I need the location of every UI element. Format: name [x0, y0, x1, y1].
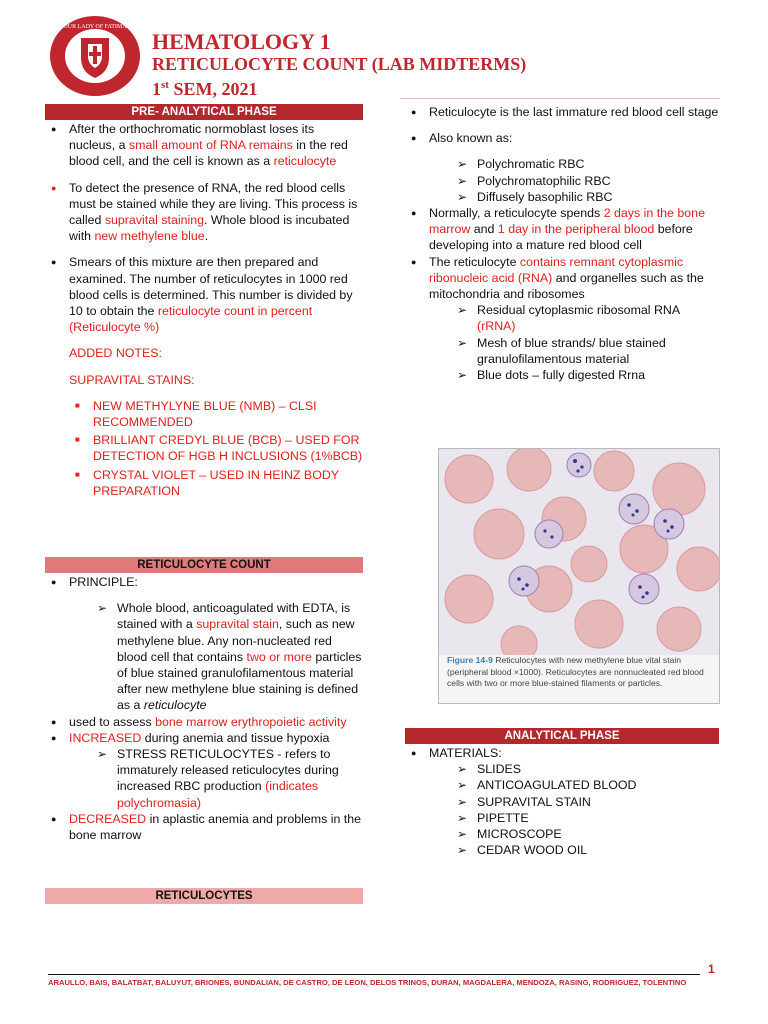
- university-seal-logo: [48, 14, 142, 98]
- list-item: ● used to assess bone marrow erythropoietic activity: [45, 714, 363, 730]
- list-item: ● Smears of this mixture are then prepared and examined. The number of reticulocytes in 1000 red blood cells is determined. This number is divided by 10 to obtain the reticulocyte count in percent (Reticulocyte %): [45, 254, 363, 335]
- list-item: ➢ Residual cytoplasmic ribosomal RNA (rRNA): [453, 302, 719, 334]
- right-column: [405, 104, 719, 383]
- list-item: ➢ Diffusely basophilic RBC: [453, 189, 719, 205]
- list-item: ➢ STRESS RETICULOCYTES - refers to immaturely released reticulocytes during increased RBC production (indicates polychromasia): [93, 746, 363, 811]
- list-item: ● PRINCIPLE:: [45, 574, 363, 590]
- section-header-pre-analytical: PRE- ANALYTICAL PHASE: [45, 104, 363, 120]
- semester-title: 1st SEM, 2021: [152, 79, 258, 99]
- list-item: ■ CRYSTAL VIOLET – USED IN HEINZ BODY PREPARATION: [69, 467, 363, 499]
- micrograph-image: [439, 449, 719, 655]
- course-title: HEMATOLOGY 1: [152, 29, 331, 54]
- list-item: ➢ SUPRAVITAL STAIN: [453, 794, 719, 810]
- list-item: ➢ Whole blood, anticoagulated with EDTA, is stained with a supravital stain, such as new methylene blue. Any non-nucleated red blood cell that contains two or more particles of blue stained granulofilamentous material after new methylene blue staining is defined as a reticulocyte: [93, 600, 363, 713]
- left-column: [45, 121, 363, 499]
- section-header-reticulocytes: RETICULOCYTES: [45, 888, 363, 904]
- author-list: ARAULLO, BAIS, BALATBAT, BALUYUT, BRIONES, BUNDALIAN, DE CASTRO, DE LEON, DELOS TRINOS, DURAN, MAGDALERA, MENDOZA, RASING, RODRIGUEZ, TOLENTINO: [48, 978, 687, 987]
- list-item: ● INCREASED during anemia and tissue hypoxia: [45, 730, 363, 746]
- list-item: ➢ Blue dots – fully digested Rrna: [453, 367, 719, 383]
- list-item: ● The reticulocyte contains remnant cytoplasmic ribonucleic acid (RNA) and organelles such as the mitochondria and ribosomes: [405, 254, 719, 303]
- list-item: ➢ MICROSCOPE: [453, 826, 719, 842]
- reticulocyte-micrograph-figure: [438, 448, 720, 704]
- header-rule: [400, 98, 720, 99]
- supravital-stains-heading: SUPRAVITAL STAINS:: [69, 372, 195, 387]
- page-number: 1: [708, 962, 715, 976]
- left-column-lower: [45, 574, 363, 843]
- footer-rule: [48, 974, 700, 975]
- list-item: ● Also known as:: [405, 130, 719, 146]
- list-item: ■ NEW METHYLYNE BLUE (NMB) – CLSI RECOMMENDED: [69, 398, 363, 430]
- section-header-reticulocyte-count: RETICULOCYTE COUNT: [45, 557, 363, 573]
- list-item: ➢ CEDAR WOOD OIL: [453, 842, 719, 858]
- materials-section: [405, 745, 719, 858]
- list-item: ● MATERIALS:: [405, 745, 719, 761]
- list-item: ➢ Polychromatophilic RBC: [453, 173, 719, 189]
- list-item: ● Reticulocyte is the last immature red blood cell stage: [405, 104, 719, 120]
- list-item: ➢ Mesh of blue strands/ blue stained granulofilamentous material: [453, 335, 719, 367]
- added-notes-heading: ADDED NOTES:: [69, 346, 162, 361]
- list-item: ● Normally, a reticulocyte spends 2 days in the bone marrow and 1 day in the peripheral blood before developing into a mature red blood cell: [405, 205, 719, 254]
- topic-title: RETICULOCYTE COUNT (LAB MIDTERMS): [152, 54, 527, 74]
- list-item: ● DECREASED in aplastic anemia and problems in the bone marrow: [45, 811, 363, 843]
- list-item: ➢ PIPETTE: [453, 810, 719, 826]
- list-item: ➢ SLIDES: [453, 761, 719, 777]
- svg-text:OUR LADY OF FATIMA: OUR LADY OF FATIMA: [63, 24, 127, 30]
- list-item: ➢ ANTICOAGULATED BLOOD: [453, 777, 719, 793]
- section-header-analytical: ANALYTICAL PHASE: [405, 728, 719, 744]
- list-item: ● To detect the presence of RNA, the red blood cells must be stained while they are living. This process is called supravital staining. Whole blood is incubated with new methylene blue.: [45, 180, 363, 245]
- list-item: ➢ Polychromatic RBC: [453, 156, 719, 172]
- list-item: ● After the orthochromatic normoblast loses its nucleus, a small amount of RNA remains in the red blood cell, and the cell is known as a reticulocyte: [45, 121, 363, 170]
- list-item: ■ BRILLIANT CREDYL BLUE (BCB) – USED FOR DETECTION OF HGB H INCLUSIONS (1%BCB): [69, 432, 363, 464]
- figure-caption: Figure 14-9 Reticulocytes with new methylene blue vital stain (peripheral blood ×1000). Reticulocytes are nonnucleated red blood cells with two or more blue-stained filaments or particles.: [447, 655, 704, 689]
- document-title-block: [152, 30, 526, 100]
